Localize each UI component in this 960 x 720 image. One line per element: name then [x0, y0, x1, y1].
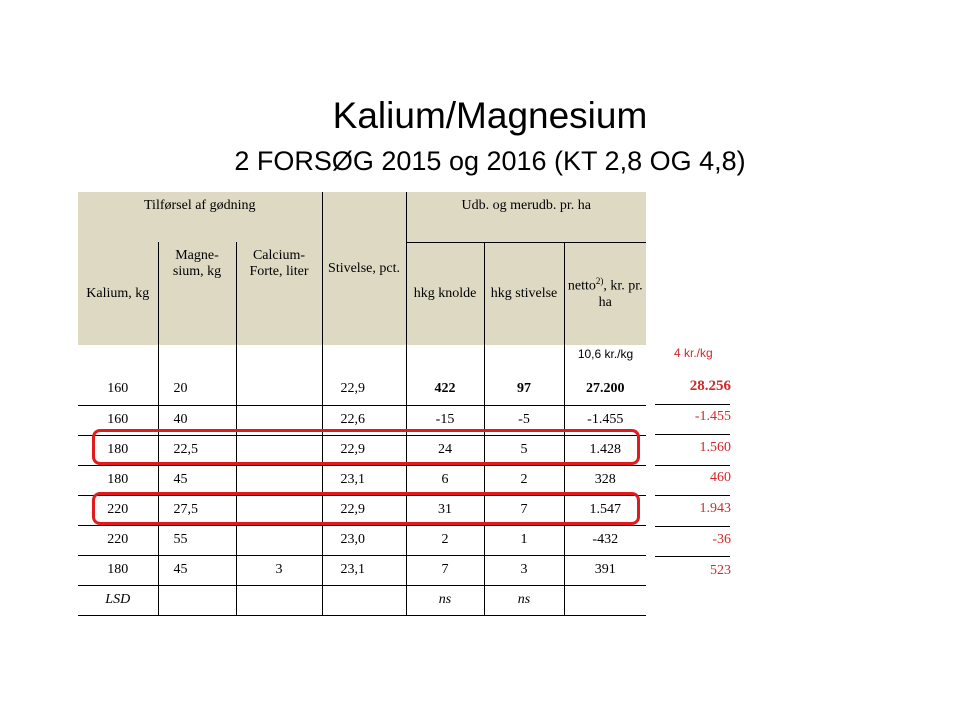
cell-kalium: 180: [78, 435, 158, 465]
alt-price-value: 1.560: [699, 440, 731, 455]
lsd-row: [78, 585, 646, 615]
divider-line: [655, 556, 730, 557]
cell-kalium: 220: [78, 525, 158, 555]
cell-calcium: [236, 345, 322, 405]
cell-stivelse-pct: 23,1: [322, 555, 406, 585]
alt-price-value: 523: [710, 563, 731, 578]
cell-calcium: 3: [236, 555, 322, 585]
slide-subtitle: 2 FORSØG 2015 og 2016 (KT 2,8 OG 4,8): [234, 146, 746, 176]
cell-netto: 1.428: [564, 435, 646, 465]
results-table: [78, 192, 646, 616]
cell-calcium: [236, 465, 322, 495]
table-row: [78, 555, 646, 585]
table-row: [78, 465, 646, 495]
lsd-hkg-stivelse: ns: [484, 585, 564, 615]
alt-price-value: 28.256: [689, 378, 731, 394]
cell-stivelse-pct: 22,9: [322, 495, 406, 525]
lsd-hkg-knolde: ns: [406, 585, 484, 615]
cell-hkg-knolde: 7: [406, 555, 484, 585]
cell-hkg-stivelse: 1: [484, 525, 564, 555]
header-netto-unit: , kr. pr. ha: [598, 279, 643, 311]
cell-hkg-stivelse: 97: [484, 345, 564, 405]
cell-hkg-knolde: 2: [406, 525, 484, 555]
header-calcium: Calcium- Forte, liter: [236, 242, 322, 345]
cell-stivelse-pct: 22,9: [322, 435, 406, 465]
divider-line: [655, 404, 730, 405]
cell-hkg-knolde: 31: [406, 495, 484, 525]
lsd-calcium: [236, 585, 322, 615]
cell-magnesium: 45: [158, 555, 236, 585]
alt-price-value: 1.943: [699, 501, 731, 516]
header-kalium: Kalium, kg: [78, 242, 158, 345]
cell-netto: -432: [564, 525, 646, 555]
lsd-netto: [564, 585, 646, 615]
alt-price-value: -1.455: [694, 409, 731, 424]
price-note: 10,6 kr./kg: [577, 347, 634, 361]
cell-hkg-stivelse: 7: [484, 495, 564, 525]
cell-netto: 391: [564, 555, 646, 585]
cell-hkg-stivelse: 5: [484, 435, 564, 465]
cell-magnesium: 22,5: [158, 435, 236, 465]
cell-magnesium: 45: [158, 465, 236, 495]
cell-kalium: 180: [78, 555, 158, 585]
divider-line: [655, 434, 730, 435]
cell-calcium: [236, 525, 322, 555]
header-starch-pct: Stivelse, pct.: [322, 192, 406, 345]
header-hkg-knolde: hkg knolde: [406, 242, 484, 345]
table-row: [78, 345, 646, 405]
header-fertilizer: Tilførsel af gødning: [78, 192, 322, 242]
cell-hkg-knolde: -15: [406, 405, 484, 435]
cell-netto: -1.455: [564, 405, 646, 435]
cell-netto: 328: [564, 465, 646, 495]
alt-price-value: -36: [712, 532, 731, 547]
cell-stivelse-pct: 22,9: [322, 345, 406, 405]
cell-magnesium: 55: [158, 525, 236, 555]
cell-stivelse-pct: 22,6: [322, 405, 406, 435]
cell-kalium: 160: [78, 345, 158, 405]
header-yield: Udb. og merudb. pr. ha: [406, 192, 646, 242]
cell-hkg-stivelse: -5: [484, 405, 564, 435]
table-row: [78, 525, 646, 555]
alt-price-value: 460: [710, 470, 731, 485]
divider-line: [655, 526, 730, 527]
lsd-magnesium: [158, 585, 236, 615]
cell-magnesium: 27,5: [158, 495, 236, 525]
cell-hkg-knolde: 24: [406, 435, 484, 465]
highlight-row-220-27-5: [92, 492, 640, 525]
divider-line: [655, 465, 730, 466]
lsd-label: LSD: [78, 585, 158, 615]
lsd-stivelse-pct: [322, 585, 406, 615]
cell-kalium: 180: [78, 465, 158, 495]
header-magnesium: Magne- sium, kg: [158, 242, 236, 345]
header-netto: [564, 242, 646, 345]
cell-netto: [564, 345, 646, 405]
cell-magnesium: 40: [158, 405, 236, 435]
header-hkg-stivelse: hkg stivelse: [484, 242, 564, 345]
cell-hkg-stivelse: 2: [484, 465, 564, 495]
header-netto-label: netto: [567, 279, 596, 295]
highlight-row-180-22-5: [92, 429, 640, 465]
cell-magnesium: 20: [158, 345, 236, 405]
header-netto-footnote: 2): [595, 276, 604, 287]
netto-value: 27.200: [586, 380, 625, 396]
cell-stivelse-pct: 23,0: [322, 525, 406, 555]
cell-hkg-stivelse: 3: [484, 555, 564, 585]
cell-hkg-knolde: 422: [406, 345, 484, 405]
cell-kalium: 220: [78, 495, 158, 525]
slide-title: Kalium/Magnesium: [332, 95, 648, 136]
cell-hkg-knolde: 6: [406, 465, 484, 495]
cell-kalium: 160: [78, 405, 158, 435]
cell-netto: 1.547: [564, 495, 646, 525]
divider-line: [655, 495, 730, 496]
cell-stivelse-pct: 23,1: [322, 465, 406, 495]
alt-price-label: 4 kr./kg: [674, 346, 713, 360]
